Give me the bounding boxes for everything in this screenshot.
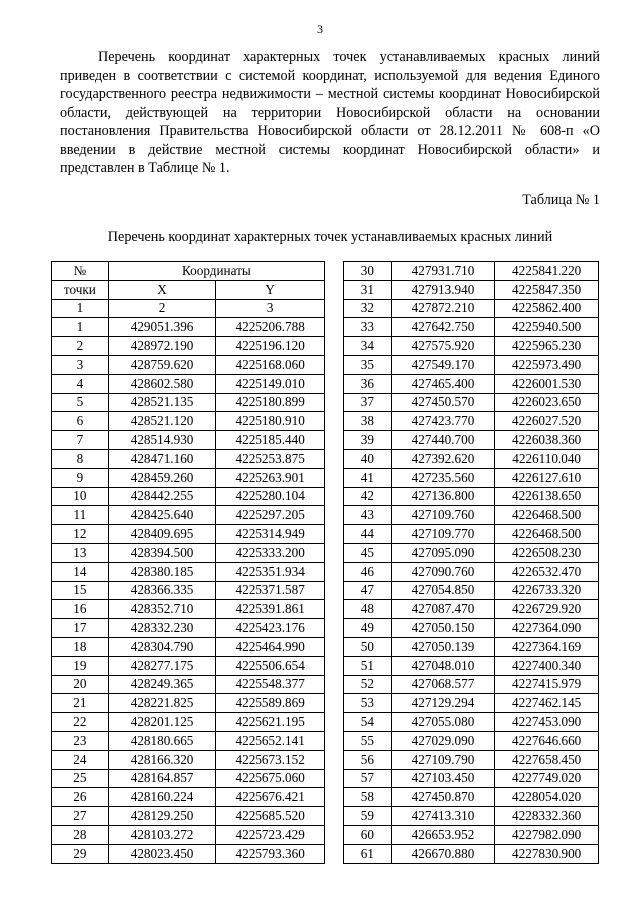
y-coordinate-cell: 4226023.650 <box>495 393 599 412</box>
table-reference: Таблица № 1 <box>522 192 600 208</box>
table-row <box>344 788 599 807</box>
table-row <box>344 262 599 281</box>
table-row <box>52 807 325 826</box>
table-row <box>344 844 599 863</box>
point-number-cell: 14 <box>52 562 109 581</box>
y-coordinate-cell: 4225180.899 <box>216 393 325 412</box>
table-row <box>344 750 599 769</box>
table-row <box>52 562 325 581</box>
y-coordinate-cell: 4226508.230 <box>495 543 599 562</box>
y-coordinate-cell: 4225391.861 <box>216 600 325 619</box>
x-coordinate-cell: 428160.224 <box>108 788 216 807</box>
y-coordinate-cell: 4225253.875 <box>216 449 325 468</box>
y-coordinate-cell: 4225180.910 <box>216 412 325 431</box>
point-number-cell: 1 <box>52 318 109 337</box>
table-title: Перечень координат характерных точек устанавливаемых красных линий <box>107 229 553 245</box>
x-coordinate-cell: 428409.695 <box>108 525 216 544</box>
y-coordinate-cell: 4227400.340 <box>495 656 599 675</box>
x-coordinate-cell: 428394.500 <box>108 543 216 562</box>
y-coordinate-cell: 4225351.934 <box>216 562 325 581</box>
y-coordinate-cell: 4225206.788 <box>216 318 325 337</box>
point-number-cell: 25 <box>52 769 109 788</box>
point-number-cell: 54 <box>344 713 392 732</box>
y-coordinate-cell: 4226468.500 <box>495 525 599 544</box>
point-number-cell: 15 <box>52 581 109 600</box>
point-number-cell: 29 <box>52 844 109 863</box>
y-coordinate-cell: 4226468.500 <box>495 506 599 525</box>
table-row <box>52 637 325 656</box>
point-number-cell: 33 <box>344 318 392 337</box>
table-row <box>344 694 599 713</box>
x-coordinate-cell: 427129.294 <box>391 694 495 713</box>
point-number-cell: 42 <box>344 487 392 506</box>
y-coordinate-cell: 4225675.060 <box>216 769 325 788</box>
point-number-cell: 22 <box>52 713 109 732</box>
y-coordinate-cell: 4225464.990 <box>216 637 325 656</box>
point-number-cell: 46 <box>344 562 392 581</box>
table-row <box>52 543 325 562</box>
y-coordinate-cell: 4227364.169 <box>495 637 599 656</box>
point-number-cell: 8 <box>52 449 109 468</box>
point-number-cell: 27 <box>52 807 109 826</box>
header-coordinates: Координаты <box>108 262 324 281</box>
point-number-cell: 35 <box>344 355 392 374</box>
y-coordinate-cell: 4228332.360 <box>495 807 599 826</box>
y-coordinate-cell: 4227364.090 <box>495 619 599 638</box>
x-coordinate-cell: 427109.760 <box>391 506 495 525</box>
table-row <box>52 769 325 788</box>
header-y: Y <box>216 280 325 299</box>
header-x: X <box>108 280 216 299</box>
table-row <box>52 713 325 732</box>
point-number-cell: 18 <box>52 637 109 656</box>
point-number-cell: 56 <box>344 750 392 769</box>
x-coordinate-cell: 428352.710 <box>108 600 216 619</box>
point-number-cell: 24 <box>52 750 109 769</box>
x-coordinate-cell: 426670.880 <box>391 844 495 863</box>
table-row <box>344 337 599 356</box>
x-coordinate-cell: 428459.260 <box>108 468 216 487</box>
table-row <box>52 825 325 844</box>
table-row <box>52 487 325 506</box>
x-coordinate-cell: 427575.920 <box>391 337 495 356</box>
point-number-cell: 41 <box>344 468 392 487</box>
table-row <box>344 355 599 374</box>
point-number-cell: 40 <box>344 449 392 468</box>
column-number: 1 <box>52 299 109 318</box>
table-row <box>344 506 599 525</box>
table-row <box>344 431 599 450</box>
y-coordinate-cell: 4225940.500 <box>495 318 599 337</box>
point-number-cell: 34 <box>344 337 392 356</box>
y-coordinate-cell: 4225333.200 <box>216 543 325 562</box>
x-coordinate-cell: 428759.620 <box>108 355 216 374</box>
table-row <box>344 468 599 487</box>
table-row <box>344 299 599 318</box>
x-coordinate-cell: 427109.790 <box>391 750 495 769</box>
table-row <box>344 318 599 337</box>
x-coordinate-cell: 428521.135 <box>108 393 216 412</box>
table-row <box>344 713 599 732</box>
x-coordinate-cell: 427931.710 <box>391 262 495 281</box>
point-number-cell: 50 <box>344 637 392 656</box>
x-coordinate-cell: 427423.770 <box>391 412 495 431</box>
y-coordinate-cell: 4227453.090 <box>495 713 599 732</box>
point-number-cell: 43 <box>344 506 392 525</box>
x-coordinate-cell: 428164.857 <box>108 769 216 788</box>
y-coordinate-cell: 4225423.176 <box>216 619 325 638</box>
table-row <box>52 374 325 393</box>
x-coordinate-cell: 428277.175 <box>108 656 216 675</box>
y-coordinate-cell: 4225723.429 <box>216 825 325 844</box>
y-coordinate-cell: 4225973.490 <box>495 355 599 374</box>
x-coordinate-cell: 428304.790 <box>108 637 216 656</box>
point-number-cell: 23 <box>52 731 109 750</box>
x-coordinate-cell: 427068.577 <box>391 675 495 694</box>
x-coordinate-cell: 427235.560 <box>391 468 495 487</box>
point-number-cell: 47 <box>344 581 392 600</box>
x-coordinate-cell: 427095.090 <box>391 543 495 562</box>
header-row <box>52 280 325 299</box>
y-coordinate-cell: 4225589.869 <box>216 694 325 713</box>
x-coordinate-cell: 428166.320 <box>108 750 216 769</box>
x-coordinate-cell: 428972.190 <box>108 337 216 356</box>
x-coordinate-cell: 428380.185 <box>108 562 216 581</box>
point-number-cell: 53 <box>344 694 392 713</box>
table-row <box>344 656 599 675</box>
table-row <box>52 788 325 807</box>
point-number-cell: 37 <box>344 393 392 412</box>
table-row <box>344 769 599 788</box>
header-point-label: точки <box>52 280 109 299</box>
x-coordinate-cell: 427050.139 <box>391 637 495 656</box>
point-number-cell: 26 <box>52 788 109 807</box>
y-coordinate-cell: 4225862.400 <box>495 299 599 318</box>
point-number-cell: 21 <box>52 694 109 713</box>
y-coordinate-cell: 4226127.610 <box>495 468 599 487</box>
y-coordinate-cell: 4226038.360 <box>495 431 599 450</box>
y-coordinate-cell: 4225149.010 <box>216 374 325 393</box>
y-coordinate-cell: 4226733.320 <box>495 581 599 600</box>
table-row <box>344 393 599 412</box>
x-coordinate-cell: 427392.620 <box>391 449 495 468</box>
y-coordinate-cell: 4225548.377 <box>216 675 325 694</box>
table-row <box>344 581 599 600</box>
point-number-cell: 57 <box>344 769 392 788</box>
point-number-cell: 16 <box>52 600 109 619</box>
table-row <box>52 449 325 468</box>
x-coordinate-cell: 428442.255 <box>108 487 216 506</box>
x-coordinate-cell: 429051.396 <box>108 318 216 337</box>
point-number-cell: 7 <box>52 431 109 450</box>
x-coordinate-cell: 427054.850 <box>391 581 495 600</box>
x-coordinate-cell: 428602.580 <box>108 374 216 393</box>
x-coordinate-cell: 427549.170 <box>391 355 495 374</box>
table-row <box>344 675 599 694</box>
y-coordinate-cell: 4225314.949 <box>216 525 325 544</box>
table-row <box>344 543 599 562</box>
y-coordinate-cell: 4227462.145 <box>495 694 599 713</box>
x-coordinate-cell: 428249.365 <box>108 675 216 694</box>
column-number: 2 <box>108 299 216 318</box>
point-number-cell: 52 <box>344 675 392 694</box>
table-row <box>52 393 325 412</box>
column-number-row <box>52 299 325 318</box>
x-coordinate-cell: 428023.450 <box>108 844 216 863</box>
table-row <box>52 581 325 600</box>
x-coordinate-cell: 427465.400 <box>391 374 495 393</box>
x-coordinate-cell: 428514.930 <box>108 431 216 450</box>
point-number-cell: 59 <box>344 807 392 826</box>
x-coordinate-cell: 427087.470 <box>391 600 495 619</box>
table-row <box>52 656 325 675</box>
table-row <box>52 844 325 863</box>
table-row <box>52 525 325 544</box>
point-number-cell: 36 <box>344 374 392 393</box>
table-row <box>52 318 325 337</box>
y-coordinate-cell: 4226001.530 <box>495 374 599 393</box>
point-number-cell: 44 <box>344 525 392 544</box>
y-coordinate-cell: 4225793.360 <box>216 844 325 863</box>
x-coordinate-cell: 428180.665 <box>108 731 216 750</box>
y-coordinate-cell: 4227749.020 <box>495 769 599 788</box>
point-number-cell: 48 <box>344 600 392 619</box>
point-number-cell: 17 <box>52 619 109 638</box>
x-coordinate-cell: 427103.450 <box>391 769 495 788</box>
table-row <box>344 487 599 506</box>
table-row <box>344 807 599 826</box>
x-coordinate-cell: 427055.080 <box>391 713 495 732</box>
point-number-cell: 12 <box>52 525 109 544</box>
y-coordinate-cell: 4225168.060 <box>216 355 325 374</box>
header-row <box>52 262 325 281</box>
x-coordinate-cell: 427136.800 <box>391 487 495 506</box>
table-row <box>52 355 325 374</box>
x-coordinate-cell: 427050.150 <box>391 619 495 638</box>
point-number-cell: 28 <box>52 825 109 844</box>
point-number-cell: 4 <box>52 374 109 393</box>
point-number-cell: 9 <box>52 468 109 487</box>
table-row <box>344 525 599 544</box>
table-row <box>344 562 599 581</box>
y-coordinate-cell: 4225841.220 <box>495 262 599 281</box>
y-coordinate-cell: 4225847.350 <box>495 280 599 299</box>
y-coordinate-cell: 4225196.120 <box>216 337 325 356</box>
y-coordinate-cell: 4227415.979 <box>495 675 599 694</box>
x-coordinate-cell: 427029.090 <box>391 731 495 750</box>
y-coordinate-cell: 4225621.195 <box>216 713 325 732</box>
point-number-cell: 10 <box>52 487 109 506</box>
header-point-number: № <box>52 262 109 281</box>
point-number-cell: 58 <box>344 788 392 807</box>
x-coordinate-cell: 427440.700 <box>391 431 495 450</box>
point-number-cell: 31 <box>344 280 392 299</box>
table-row <box>344 619 599 638</box>
y-coordinate-cell: 4226110.040 <box>495 449 599 468</box>
y-coordinate-cell: 4226027.520 <box>495 412 599 431</box>
x-coordinate-cell: 427090.760 <box>391 562 495 581</box>
x-coordinate-cell: 428366.335 <box>108 581 216 600</box>
point-number-cell: 55 <box>344 731 392 750</box>
x-coordinate-cell: 428129.250 <box>108 807 216 826</box>
point-number-cell: 60 <box>344 825 392 844</box>
point-number-cell: 20 <box>52 675 109 694</box>
x-coordinate-cell: 427413.310 <box>391 807 495 826</box>
y-coordinate-cell: 4227830.900 <box>495 844 599 863</box>
table-row <box>344 412 599 431</box>
point-number-cell: 13 <box>52 543 109 562</box>
point-number-cell: 3 <box>52 355 109 374</box>
table-row <box>344 637 599 656</box>
point-number-cell: 38 <box>344 412 392 431</box>
point-number-cell: 51 <box>344 656 392 675</box>
x-coordinate-cell: 428221.825 <box>108 694 216 713</box>
table-row <box>52 506 325 525</box>
x-coordinate-cell: 428471.160 <box>108 449 216 468</box>
column-number: 3 <box>216 299 325 318</box>
y-coordinate-cell: 4225185.440 <box>216 431 325 450</box>
table-row <box>52 694 325 713</box>
point-number-cell: 32 <box>344 299 392 318</box>
y-coordinate-cell: 4226138.650 <box>495 487 599 506</box>
x-coordinate-cell: 427913.940 <box>391 280 495 299</box>
x-coordinate-cell: 427642.750 <box>391 318 495 337</box>
table-row <box>344 449 599 468</box>
x-coordinate-cell: 427872.210 <box>391 299 495 318</box>
y-coordinate-cell: 4227658.450 <box>495 750 599 769</box>
y-coordinate-cell: 4225263.901 <box>216 468 325 487</box>
x-coordinate-cell: 427450.870 <box>391 788 495 807</box>
x-coordinate-cell: 428201.125 <box>108 713 216 732</box>
point-number-cell: 30 <box>344 262 392 281</box>
table-row <box>344 825 599 844</box>
point-number-cell: 45 <box>344 543 392 562</box>
coordinates-table-right <box>343 261 599 864</box>
y-coordinate-cell: 4227646.660 <box>495 731 599 750</box>
table-row <box>344 374 599 393</box>
y-coordinate-cell: 4227982.090 <box>495 825 599 844</box>
table-row <box>344 731 599 750</box>
y-coordinate-cell: 4225652.141 <box>216 731 325 750</box>
y-coordinate-cell: 4226729.920 <box>495 600 599 619</box>
x-coordinate-cell: 427109.770 <box>391 525 495 544</box>
table-row <box>344 600 599 619</box>
x-coordinate-cell: 427450.570 <box>391 393 495 412</box>
table-row <box>52 731 325 750</box>
x-coordinate-cell: 428103.272 <box>108 825 216 844</box>
point-number-cell: 11 <box>52 506 109 525</box>
table-row <box>52 750 325 769</box>
table-row <box>52 619 325 638</box>
table-row <box>52 675 325 694</box>
point-number-cell: 39 <box>344 431 392 450</box>
y-coordinate-cell: 4225371.587 <box>216 581 325 600</box>
page-number: 3 <box>317 22 323 36</box>
x-coordinate-cell: 428521.120 <box>108 412 216 431</box>
x-coordinate-cell: 427048.010 <box>391 656 495 675</box>
table-row <box>52 337 325 356</box>
table-row <box>52 431 325 450</box>
y-coordinate-cell: 4228054.020 <box>495 788 599 807</box>
y-coordinate-cell: 4225965.230 <box>495 337 599 356</box>
table-row <box>52 600 325 619</box>
y-coordinate-cell: 4226532.470 <box>495 562 599 581</box>
table-row <box>52 412 325 431</box>
x-coordinate-cell: 426653.952 <box>391 825 495 844</box>
x-coordinate-cell: 428425.640 <box>108 506 216 525</box>
point-number-cell: 49 <box>344 619 392 638</box>
point-number-cell: 6 <box>52 412 109 431</box>
y-coordinate-cell: 4225280.104 <box>216 487 325 506</box>
point-number-cell: 5 <box>52 393 109 412</box>
table-row <box>344 280 599 299</box>
y-coordinate-cell: 4225685.520 <box>216 807 325 826</box>
x-coordinate-cell: 428332.230 <box>108 619 216 638</box>
point-number-cell: 61 <box>344 844 392 863</box>
y-coordinate-cell: 4225676.421 <box>216 788 325 807</box>
y-coordinate-cell: 4225506.654 <box>216 656 325 675</box>
point-number-cell: 2 <box>52 337 109 356</box>
intro-paragraph: Перечень координат характерных точек устанавливаемых красных линий приведен в соответствии с системой координат, используемой для ведения Единого государственного реестра недвижимости – местной системы координат Новосибирской области, действующей на территории Новосибирской области на основании постановления Правительства Новосибирской области от 28.12.2011 № 608-п «О введении в действие местной системы координат Новосибирской области» и представлен в Таблице № 1. <box>60 49 600 176</box>
point-number-cell: 19 <box>52 656 109 675</box>
coordinates-table-left <box>51 261 325 864</box>
table-row <box>52 468 325 487</box>
y-coordinate-cell: 4225673.152 <box>216 750 325 769</box>
y-coordinate-cell: 4225297.205 <box>216 506 325 525</box>
